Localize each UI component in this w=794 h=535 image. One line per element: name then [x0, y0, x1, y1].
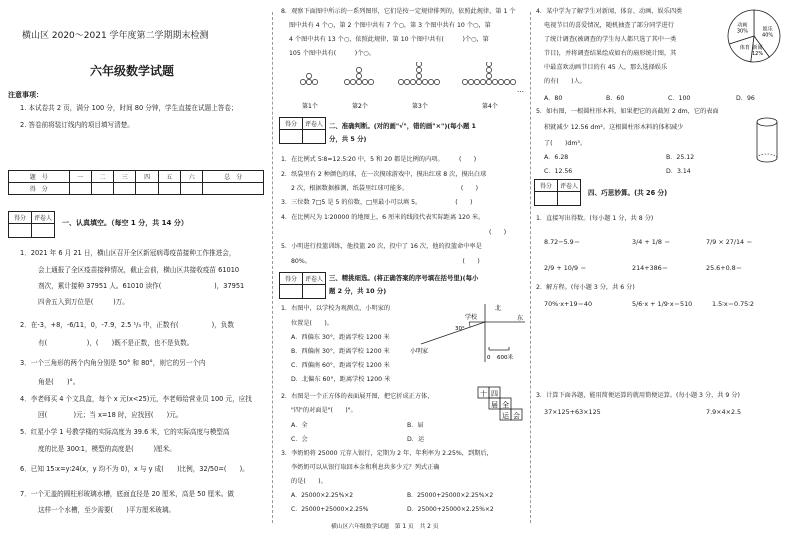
- q-line: 5．红星小学 1 号教学楼的实际高度为 39.6 米，它的实际高度与模型高: [20, 428, 230, 436]
- calc-item: 2/9 + 10/9 ＝: [544, 264, 587, 272]
- notes-heading: 注意事项：: [8, 91, 43, 99]
- pattern-circle: [468, 79, 473, 84]
- grader-box: [534, 179, 581, 206]
- grader-score-label: 得分: [9, 212, 32, 224]
- grader-reviewer-label: 评卷人: [303, 118, 326, 130]
- exam-title-top: 横山区 2020～2021 学年度第二学期期末检测: [22, 31, 209, 41]
- score-cell[interactable]: [158, 183, 180, 195]
- pattern-circle: [474, 79, 479, 84]
- q-line: 7．一个无盖的圆柱形玻璃水槽，底面直径是 20 厘米，高是 50 厘米。做: [20, 490, 234, 498]
- grader-box: [279, 117, 326, 144]
- q-line: 电视节目的喜爱情况，随机抽查了部分同学进行: [544, 22, 674, 29]
- q-line: 5．小明进行投篮训练，他投篮 20 次，投中了 16 次，他的投篮命中率是: [281, 243, 482, 250]
- pattern-circle: [428, 79, 433, 84]
- q-line: 8．观察下面图中所示的一系列图形，它们是按一定规律排列的，依照此规律，第 1 个: [281, 8, 516, 15]
- cube-char: 届: [491, 401, 498, 409]
- cylinder-top: [757, 118, 777, 126]
- section3-sub: 题 2 分，共 10 分): [329, 287, 387, 295]
- pattern-circle: [486, 62, 491, 67]
- calc-item: 7/9 × 27/14 ＝: [706, 238, 753, 246]
- pie-label: 40%: [762, 32, 774, 39]
- q-option: B．25.12: [666, 154, 695, 161]
- school-label: 学校: [465, 314, 478, 321]
- pattern-circle: [356, 67, 361, 72]
- section1-title: 一、认真填空。（每空 1 分，共 14 分）: [62, 219, 188, 227]
- q-line: 3．三位数 7□5 是 5 的倍数，□里最小可以填 5。 ( ): [281, 199, 473, 206]
- q-line: 1．2021 年 6 月 21 日，横山区召开全区新冠病毒疫苗接种工作推进会，: [20, 249, 236, 257]
- q-line: 2 次，根据数据推测，纸袋里红球可能多。 ( ): [291, 185, 479, 192]
- q-line: 6．已知 15∶x=y∶24(x，y 均不为 0)，x 与 y 成( )比例，32/50=( )。: [20, 465, 249, 473]
- q-line: 3．李奶奶将 25000 元存入银行，定期为 2 年，年利率为 2.25%，到期后，: [281, 450, 493, 457]
- figure-label: 第4个: [482, 103, 498, 110]
- circle-pattern-figure: [287, 62, 527, 112]
- grader-reviewer-cell[interactable]: [32, 224, 55, 238]
- q-line: 四舍五入到万位是( )万。: [38, 298, 129, 306]
- q-line: 2．解方程。(每小题 3 分，共 6 分): [536, 284, 635, 291]
- pattern-circle: [416, 62, 421, 67]
- page-footer: 横山区六年级数学试题 第 1 页 共 2 页: [331, 524, 439, 530]
- circle-pattern: [300, 62, 515, 85]
- east-label: 东: [517, 315, 524, 322]
- cube-net: [477, 386, 525, 426]
- q-line: 4．李老师买 4 个文具盒，每个 x 元(x<25)元，李老师给营业员 100 元，应找: [20, 395, 252, 403]
- q-line: 2．在-3，+8，-6/11，0，-7.9，2.5 ¹/₃ 中，正数有( )，负数: [20, 321, 234, 329]
- scale-end-label: 600米: [497, 355, 513, 361]
- simplify-item: 7.9×4×2.5: [706, 408, 742, 416]
- grader-score-label: 得分: [280, 118, 303, 130]
- pattern-circle: [312, 79, 317, 84]
- q-line: 的是( )。: [291, 478, 327, 485]
- pattern-circle: [416, 67, 421, 72]
- pattern-circle: [404, 79, 409, 84]
- north-label: 北: [495, 305, 502, 312]
- q-line: 中最喜欢动画节目的有 45 人，那么选择娱乐: [544, 64, 668, 71]
- pattern-circle: [416, 73, 421, 78]
- score-header-cell: 一: [69, 171, 91, 183]
- pattern-circle: [434, 79, 439, 84]
- score-header-cell: 题 号: [9, 171, 70, 183]
- angle-label: 30°: [455, 326, 465, 332]
- q-line: 3．一个三角形的两个内角分别是 50° 和 80°，则它的另一个内: [20, 359, 206, 367]
- q-line: 角是( )°。: [38, 378, 80, 386]
- q-option: D．3.14: [666, 168, 691, 175]
- q-line: 了统计调查(被调查的学生每人都只选了其中一类: [544, 36, 677, 43]
- grader-reviewer-cell[interactable]: [303, 285, 326, 299]
- cube-char: 全: [502, 401, 509, 409]
- q-line: 105 个图中共有( )个○。: [289, 50, 375, 57]
- grader-box: [279, 272, 326, 299]
- pattern-circle: [492, 79, 497, 84]
- pattern-circle: [306, 73, 311, 78]
- score-cell[interactable]: [181, 183, 203, 195]
- q-option: C．12.56: [544, 168, 573, 175]
- score-header-cell: 五: [158, 171, 180, 183]
- q-line: ( ): [489, 229, 507, 236]
- q-line: 回( )元；当 x=18 时，应找回( )元。: [38, 411, 183, 419]
- q-option: D．96: [736, 95, 755, 102]
- q-option: D．北偏东 60°，距离学校 1200 米: [291, 376, 391, 383]
- score-cell[interactable]: [91, 183, 113, 195]
- pattern-circle: [356, 79, 361, 84]
- q-option: A．西偏东 30°，距离学校 1200 米: [291, 334, 390, 341]
- score-table: [8, 170, 264, 195]
- q-option: C．会: [291, 436, 308, 443]
- q-line: 节目)，并将调查结果绘成如右的扇形统计图，其: [544, 50, 677, 57]
- q-line: 有( )，( )既不是正数，也不是负数。: [38, 339, 194, 347]
- q-line: 1．在比例式 5∶8=12.5∶20 中，5 和 20 都是比例的内项。 ( ): [281, 156, 477, 163]
- pattern-circle: [486, 79, 491, 84]
- pattern-circle: [344, 79, 349, 84]
- score-header-cell: 六: [181, 171, 203, 183]
- column-divider: [530, 12, 531, 523]
- grader-reviewer-label: 评卷人: [32, 212, 55, 224]
- q-line: 4．在比例尺为 1∶20000 的地图上，6 厘米的线段代表实际距离 120 米。: [281, 214, 485, 221]
- q-line: 3．计算下面各题，能用简便运算的就用简便运算。(每小题 3 分，共 9 分): [536, 392, 740, 399]
- q-line: 5．如右图，一根圆柱形木料，如果把它的高截短 2 dm，它的表面: [536, 108, 719, 115]
- cube-char: 会: [513, 412, 520, 420]
- grader-score-label: 得分: [535, 180, 558, 192]
- angle-arc: [469, 322, 470, 327]
- grader-score-cell[interactable]: [535, 192, 558, 206]
- q-line: 4．某中学为了解学生对新闻、体育、动画、娱乐四类: [536, 8, 683, 15]
- equation-item: 1.5∶x＝0.75∶2: [712, 300, 754, 308]
- pattern-circle: [398, 79, 403, 84]
- q-line: 4 个图中共有 13 个○，依照此规律，第 10 个图中共有( )个○，第: [289, 36, 489, 43]
- cylinder-bottom: [757, 158, 777, 162]
- cube-char: 十: [480, 390, 487, 398]
- calc-item: 3/4 + 1/8 ＝: [632, 238, 671, 246]
- equation-item: 5/6·x + 1/9·x＝510: [632, 300, 693, 308]
- grader-box: [8, 211, 55, 238]
- grader-reviewer-label: 评卷人: [303, 273, 326, 285]
- pattern-circle: [462, 79, 467, 84]
- home-label: 小明家: [410, 348, 429, 355]
- grader-reviewer-label: 评卷人: [558, 180, 581, 192]
- cylinder-figure: [754, 116, 780, 166]
- figure-label: 第1个: [302, 103, 318, 110]
- q-line: 度的比是 300∶1，模型的高度是( )厘米。: [38, 445, 176, 453]
- direction-line: [421, 322, 485, 344]
- q-line: 80%。 ( ): [291, 258, 480, 265]
- q-option: D．25000+25000×2.25%×2: [407, 506, 494, 513]
- q-line: 1．直接写出得数。(每小题 1 分，共 8 分): [536, 215, 654, 222]
- q-line: 会上通报了全区疫苗接种情况，截止会前，横山区共接收疫苗 61010: [38, 266, 240, 274]
- pattern-circle: [416, 79, 421, 84]
- figure-label: 第2个: [352, 103, 368, 110]
- pie-label: 30%: [736, 28, 748, 35]
- section2-sub: 分，共 5 分): [329, 135, 367, 143]
- grader-score-cell[interactable]: [280, 285, 303, 299]
- ellipsis: …: [517, 86, 524, 94]
- pie-label: 动画: [737, 22, 748, 29]
- q-line: 2．右图是一个正方体的表面展开图，把它折成正方体，: [281, 393, 434, 400]
- pie-label: 新闻: [752, 44, 763, 51]
- q-line: "四"的对面是"( )"。: [291, 407, 357, 414]
- score-cell[interactable]: [69, 183, 91, 195]
- q-option: C．25000+25000×2.25%: [291, 506, 369, 513]
- figure-label: 第3个: [412, 103, 428, 110]
- q-option: A．6.28: [544, 154, 569, 161]
- calc-item: 8.72−5.9＝: [544, 238, 581, 246]
- pie-label: 娱乐: [762, 26, 773, 33]
- q-line: 2．纸袋里有 2 种颜色的球，在一次摸球游戏中，摸出红球 8 次，摸出白球: [281, 171, 487, 178]
- cube-char: 运: [502, 412, 509, 420]
- score-header-cell: 四: [136, 171, 158, 183]
- q-option: C．100: [668, 95, 691, 102]
- score-cell[interactable]: [203, 183, 264, 195]
- q-line: 了( )dm³。: [544, 140, 587, 147]
- score-cell[interactable]: [114, 183, 136, 195]
- scale-start-label: 0: [487, 355, 491, 361]
- pattern-circle: [300, 79, 305, 84]
- pattern-circle: [410, 79, 415, 84]
- score-header-cell: 总 分: [203, 171, 264, 183]
- pattern-circle: [498, 79, 503, 84]
- grader-reviewer-cell[interactable]: [558, 192, 581, 206]
- q-line: 剂次，累计接种 37951 人。61010 读作( )，37951: [38, 282, 245, 290]
- section4-title: 四、巧思妙算。(共 26 分): [588, 189, 668, 197]
- equation-item: 70%·x+19＝40: [544, 300, 593, 308]
- score-cell[interactable]: [136, 183, 158, 195]
- calc-item: 214+386＝: [632, 264, 669, 272]
- grader-score-label: 得分: [280, 273, 303, 285]
- pattern-circle: [510, 79, 515, 84]
- score-header-cell: 三: [114, 171, 136, 183]
- pie-label: 12%: [751, 50, 764, 57]
- q-line: 位置是( )。: [291, 320, 333, 327]
- section2-title: 二、准确判断。(对的画"√"，错的画"×")(每小题 1: [329, 122, 477, 130]
- q-option: B．25000+25000×2.25%×2: [407, 492, 494, 499]
- q-option: C．西偏南 60°，距离学校 1200 米: [291, 362, 390, 369]
- pattern-circle: [486, 67, 491, 72]
- section3-title: 三、精挑细选。(将正确答案的序号填在括号里)(每小: [329, 274, 479, 282]
- pattern-circle: [368, 79, 373, 84]
- cube-char: 四: [491, 390, 498, 398]
- q-option: A．全: [291, 422, 308, 429]
- grader-score-cell[interactable]: [280, 130, 303, 144]
- pattern-circle: [486, 73, 491, 78]
- q-option: B．西偏南 30°，距离学校 1200 米: [291, 348, 390, 355]
- pie-chart: [724, 6, 784, 66]
- q-option: B．届: [407, 422, 424, 429]
- q-line: 李奶奶可以从银行取回本金和利息共多少元？列式正确: [291, 464, 440, 471]
- pattern-circle: [350, 79, 355, 84]
- grader-reviewer-cell[interactable]: [303, 130, 326, 144]
- calc-item: 25.6+0.8＝: [706, 264, 743, 272]
- grader-score-cell[interactable]: [9, 224, 32, 238]
- direction-map: [407, 300, 527, 364]
- note-item: 1. 本试卷共 2 页，满分 100 分，时间 80 分钟，学生直接在试题上答卷；: [20, 104, 238, 112]
- q-option: A．25000×2.25%×2: [291, 492, 354, 499]
- q-option: A．80: [544, 95, 563, 102]
- score-row-label: 得 分: [9, 183, 70, 195]
- q-option: D．运: [407, 436, 425, 443]
- note-item: 2. 答卷前将装订线内的项目填写清楚。: [20, 121, 134, 129]
- pie-label: 体育: [739, 45, 750, 52]
- column-divider: [272, 12, 273, 523]
- pie-slices: [728, 10, 780, 62]
- pattern-circle: [504, 79, 509, 84]
- exam-title-main: 六年级数学试题: [90, 64, 175, 78]
- q-line: 积就减少 12.56 dm²。这根圆柱形木料的体积减少: [544, 124, 684, 131]
- score-header-cell: 二: [91, 171, 113, 183]
- q-line: 1．右图中，以学校为观测点，小明家的: [281, 305, 391, 312]
- q-option: B．60: [606, 95, 625, 102]
- pattern-circle: [480, 79, 485, 84]
- simplify-item: 37×125+63×125: [544, 408, 601, 416]
- q-line: 图中共有 4 个○，第 2 个图中共有 7 个○，第 3 个图中共有 10 个○，第: [289, 22, 491, 29]
- q-line: 的有( )人。: [544, 78, 586, 85]
- cylinder-bottom-hidden: [757, 154, 777, 158]
- pattern-circle: [306, 79, 311, 84]
- pattern-circle: [362, 79, 367, 84]
- q-line: 这样一个水槽，至少需要( )平方厘米玻璃。: [38, 506, 176, 514]
- pattern-circle: [356, 73, 361, 78]
- pattern-circle: [422, 79, 427, 84]
